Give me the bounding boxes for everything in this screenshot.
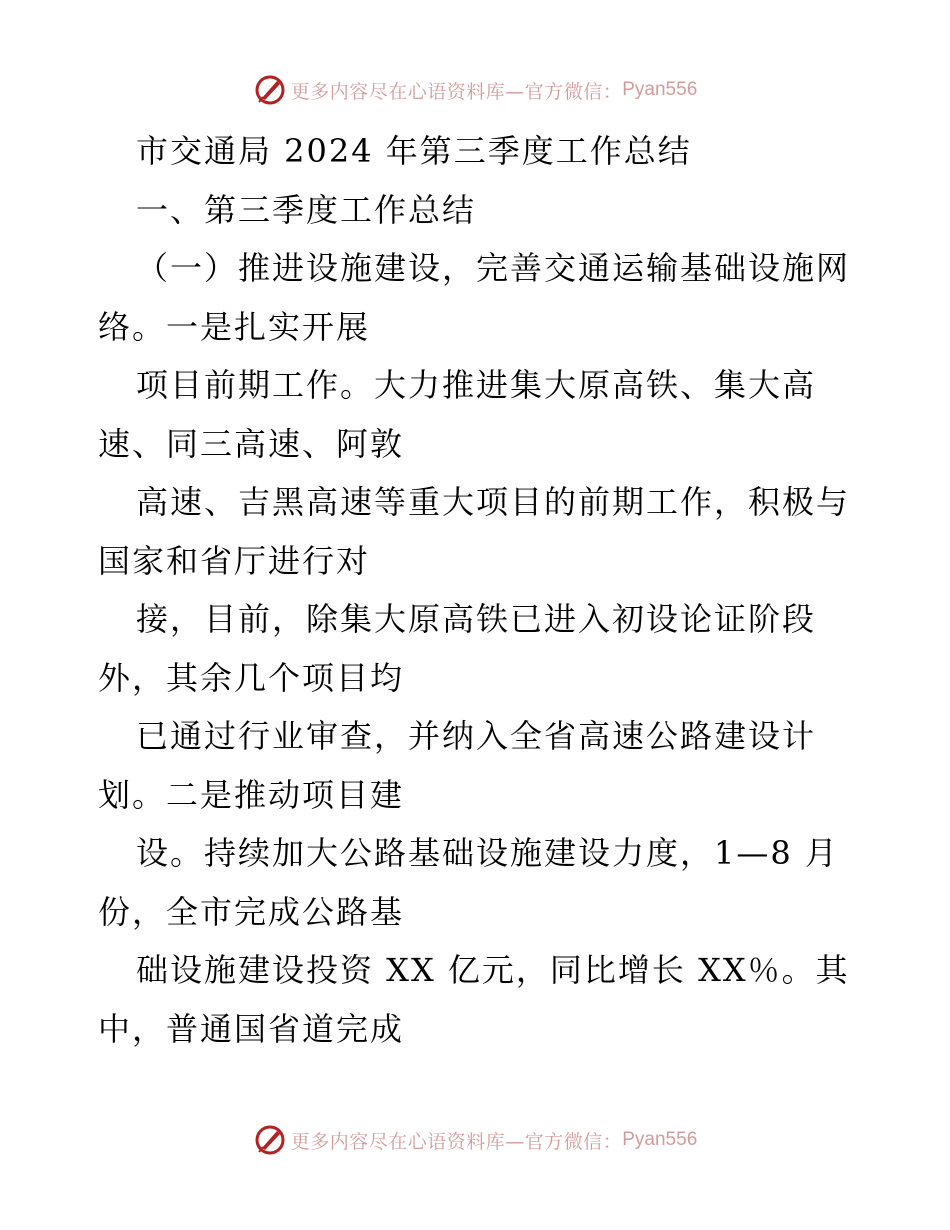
- text-line: 设。持续加大公路基础设施建设力度，1—8 月: [136, 834, 839, 872]
- text-line: 国家和省厅进行对: [98, 541, 371, 580]
- text-line: 份，全市完成公路基: [98, 892, 405, 931]
- header-watermark: [0, 70, 950, 110]
- text-line: 项目前期工作。大力推进集大原高铁、集大高: [136, 366, 817, 404]
- text-line: 高速、吉黑高速等重大项目的前期工作，积极与: [136, 483, 851, 521]
- watermark-contact: Pyan556: [622, 79, 698, 100]
- watermark-contact: Pyan556: [622, 1129, 698, 1150]
- text-line: 速、同三高速、阿敦: [98, 424, 405, 463]
- quill-logo-icon: [253, 1123, 287, 1157]
- footer-watermark: [0, 1120, 950, 1160]
- watermark-text: 更多内容尽在心语资料库—官方微信：: [290, 1130, 623, 1153]
- watermark-text: 更多内容尽在心语资料库—官方微信：: [290, 80, 623, 103]
- text-line: 已通过行业审查，并纳入全省高速公路建设计: [136, 717, 817, 755]
- text-line: 础设施建设投资 XX 亿元，同比增长 XX％。其: [136, 951, 850, 989]
- document-body: [98, 122, 858, 1058]
- text-line: 市交通局 2024 年第三季度工作总结: [136, 132, 692, 170]
- text-line: 一、第三季度工作总结: [136, 190, 477, 229]
- text-line: 外，其余几个项目均: [98, 658, 405, 697]
- text-line: 划。二是推动项目建: [98, 775, 405, 814]
- quill-logo-icon: [253, 73, 287, 107]
- text-line: （一）推进设施建设，完善交通运输基础设施网: [136, 249, 851, 287]
- text-line: 接，目前，除集大原高铁已进入初设论证阶段: [136, 600, 817, 638]
- text-line: 络。一是扎实开展: [98, 307, 371, 346]
- text-line: 中，普通国省道完成: [98, 1009, 405, 1048]
